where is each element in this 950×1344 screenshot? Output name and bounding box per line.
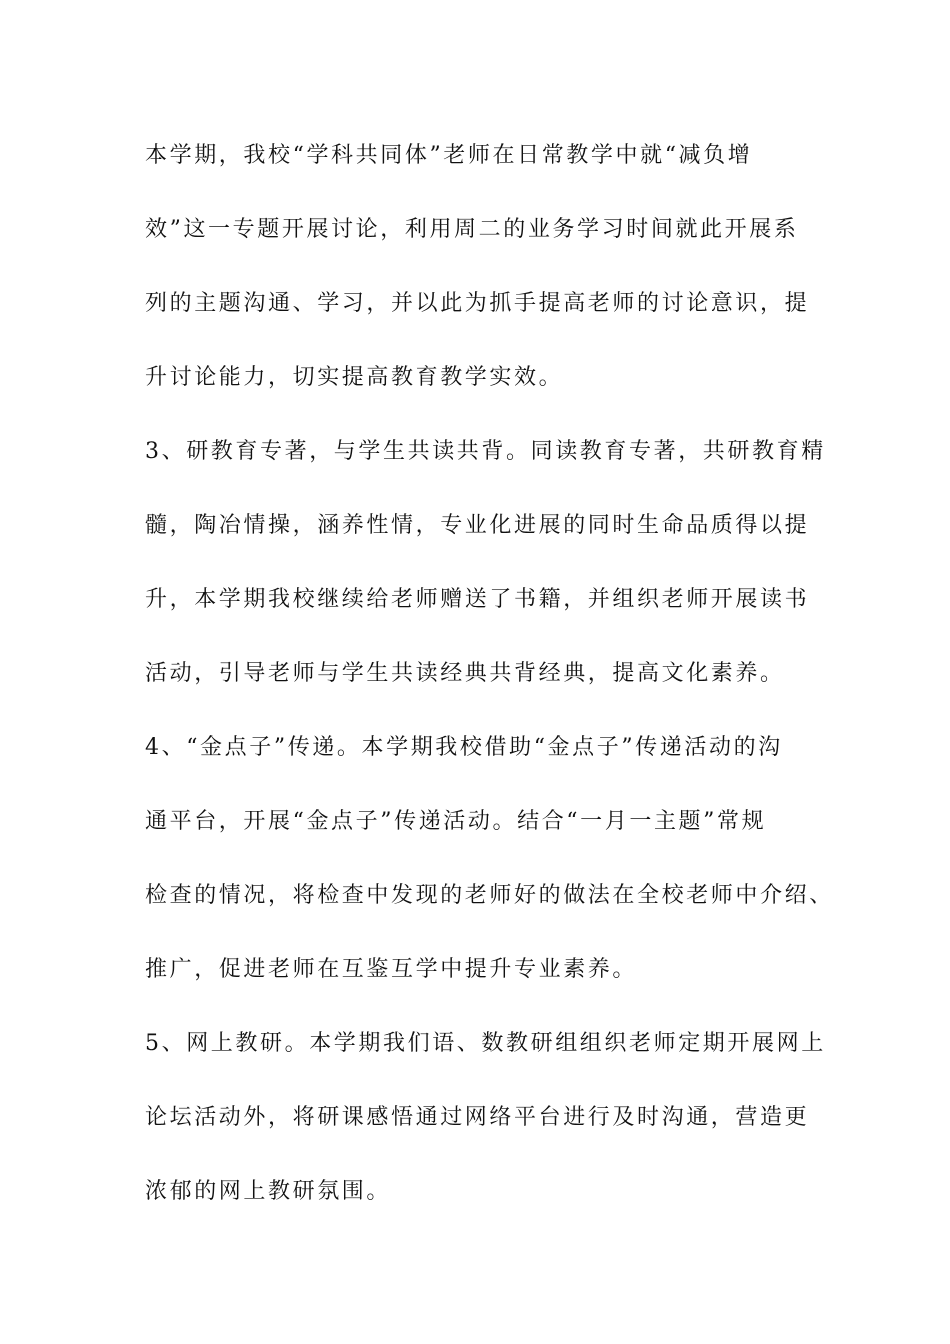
text-line: 检查的情况，将检查中发现的老师好的做法在全校老师中介绍、 (145, 883, 834, 908)
text-line: 浓郁的网上教研氛围。 (145, 1179, 392, 1204)
document-body (145, 131, 834, 1241)
text-line: 3、研教育专著，与学生共读共背。同读教育专著，共研教育精 (145, 439, 826, 464)
text-line: 列的主题沟通、学习，并以此为抓手提高老师的讨论意识，提 (145, 291, 810, 316)
text-line: 髓，陶冶情操，涵养性情，专业化进展的同时生命品质得以提 (145, 513, 810, 538)
text-line: 论坛活动外，将研课感悟通过网络平台进行及时沟通，营造更 (145, 1105, 810, 1130)
text-line: 升，本学期我校继续给老师赠送了书籍，并组织老师开展读书 (145, 587, 810, 612)
text-line: 5、网上教研。本学期我们语、数教研组组织老师定期开展网上 (145, 1031, 826, 1056)
text-line: 本学期，我校“学科共同体”老师在日常教学中就“减负增 (145, 143, 753, 168)
text-line: 通平台，开展“金点子”传递活动。结合“一月一主题”常规 (145, 809, 767, 834)
text-line: 升讨论能力，切实提高教育教学实效。 (145, 365, 564, 390)
text-line: 效”这一专题开展讨论，利用周二的业务学习时间就此开展系 (145, 217, 799, 242)
text-line: 4、“金点子”传递。本学期我校借助“金点子”传递活动的沟 (145, 735, 783, 760)
text-line: 推广，促进老师在互鉴互学中提升专业素养。 (145, 957, 638, 982)
text-line: 活动，引导老师与学生共读经典共背经典，提高文化素养。 (145, 661, 785, 686)
